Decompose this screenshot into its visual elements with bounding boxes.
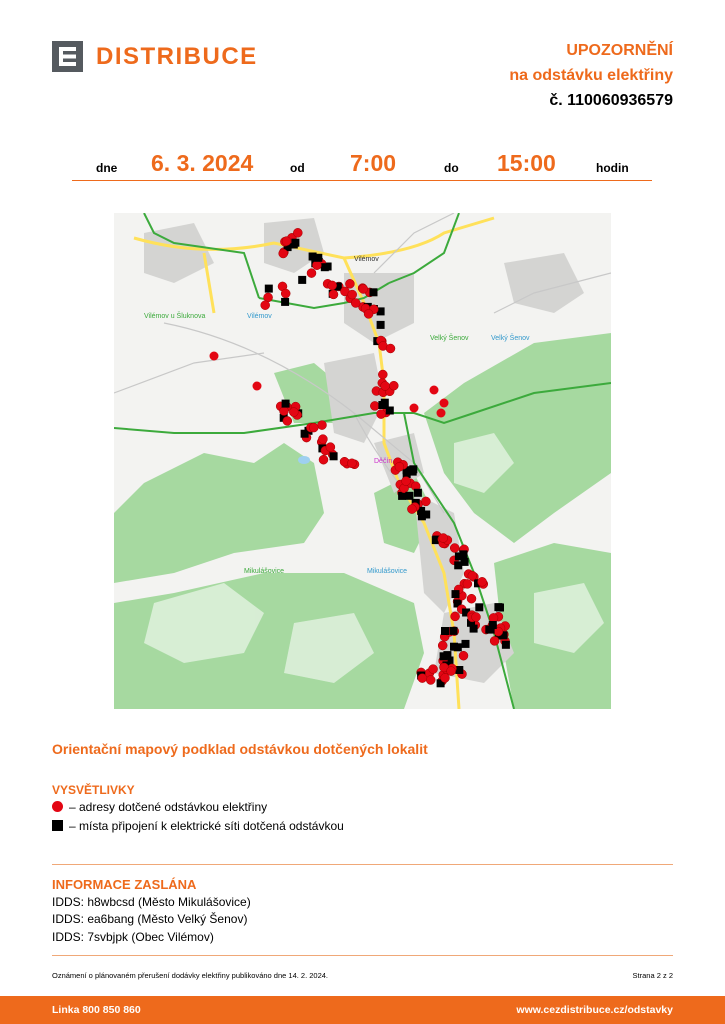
address-point-marker xyxy=(345,279,354,288)
connection-point-marker xyxy=(309,253,317,261)
address-point-marker xyxy=(430,386,439,395)
connection-point-marker xyxy=(281,298,289,306)
notice-subtitle: na odstávku elektřiny xyxy=(509,67,673,84)
address-point-marker xyxy=(347,459,356,468)
connection-point-marker xyxy=(378,401,386,409)
legend-heading: VYSVĚTLIVKY xyxy=(52,783,135,797)
address-point-marker xyxy=(410,404,419,413)
connection-point-marker xyxy=(370,288,378,296)
address-point-marker xyxy=(440,399,449,408)
address-point-marker xyxy=(348,290,357,299)
connection-point-marker xyxy=(502,641,510,649)
address-point-marker xyxy=(319,455,328,464)
connection-point-marker xyxy=(282,400,290,408)
address-point-marker xyxy=(307,269,316,278)
address-point-marker xyxy=(463,579,472,588)
red-dot-icon xyxy=(52,801,63,812)
address-point-marker xyxy=(289,408,298,417)
address-point-marker xyxy=(381,382,390,391)
address-point-marker xyxy=(459,651,468,660)
address-point-marker xyxy=(326,443,335,452)
address-point-marker xyxy=(395,462,404,471)
address-point-marker xyxy=(407,505,416,514)
address-point-marker xyxy=(318,435,327,444)
connection-point-marker xyxy=(440,652,448,660)
address-point-marker xyxy=(402,477,411,486)
connection-point-marker xyxy=(291,239,299,247)
connection-point-marker xyxy=(494,603,502,611)
address-point-marker xyxy=(426,676,435,685)
address-point-marker xyxy=(418,674,427,683)
address-point-marker xyxy=(210,352,219,361)
day-label: dne xyxy=(96,161,118,175)
address-point-marker xyxy=(439,534,448,543)
address-point-marker xyxy=(386,344,395,353)
connection-point-marker xyxy=(265,285,273,293)
map-label-vilemov-small: Vilémov xyxy=(354,256,379,263)
legend-connections-text: – místa připojení k elektrické síti dotčená odstávkou xyxy=(69,819,344,833)
address-point-marker xyxy=(472,613,481,622)
address-point-marker xyxy=(389,381,398,390)
page-number: Strana 2 z 2 xyxy=(632,971,673,980)
unit-label: hodin xyxy=(596,161,629,175)
address-point-marker xyxy=(359,285,368,294)
connection-point-marker xyxy=(418,512,426,520)
address-point-marker xyxy=(451,612,460,621)
notice-number: č. 110060936579 xyxy=(549,92,673,109)
connection-point-marker xyxy=(454,643,462,651)
outage-map xyxy=(114,213,611,709)
map-label-decin: Děčín xyxy=(374,458,393,465)
map-label-vilemov: Vilémov xyxy=(247,313,272,320)
address-point-marker xyxy=(437,409,446,418)
map-label-mikulasovice-blue: Mikulášovice xyxy=(367,568,408,575)
connection-point-marker xyxy=(462,640,470,648)
connection-point-marker xyxy=(461,558,469,566)
publication-note: Oznámení o plánovaném přerušení dodávky elektřiny publikováno dne 14. 2. 2024. xyxy=(52,971,329,980)
address-point-marker xyxy=(280,407,289,416)
connection-point-marker xyxy=(301,430,309,438)
address-point-marker xyxy=(468,571,477,580)
address-point-marker xyxy=(282,237,291,246)
address-point-marker xyxy=(377,410,386,419)
connection-point-marker xyxy=(489,621,497,629)
address-point-marker xyxy=(447,667,456,676)
address-point-marker xyxy=(364,309,373,318)
connection-point-marker xyxy=(377,321,385,329)
map-label-mikulasovice-green: Mikulášovice xyxy=(244,568,285,575)
address-point-marker xyxy=(281,289,290,298)
address-point-marker xyxy=(370,401,379,410)
address-point-marker xyxy=(421,497,430,506)
connection-point-marker xyxy=(321,263,329,271)
legend-addresses xyxy=(52,800,267,814)
notice-header xyxy=(509,38,673,113)
connection-point-marker xyxy=(330,452,338,460)
schedule-row xyxy=(72,150,652,181)
address-point-marker xyxy=(478,577,487,586)
map-label-velky-senov-green: Velký Šenov xyxy=(430,335,469,342)
address-point-marker xyxy=(253,382,262,391)
connection-point-marker xyxy=(450,627,458,635)
address-point-marker xyxy=(318,421,327,430)
address-point-marker xyxy=(261,301,270,310)
brand-name: DISTRIBUCE xyxy=(96,43,258,70)
address-point-marker xyxy=(429,665,438,674)
info-line: IDDS: ea6bang (Město Velký Šenov) xyxy=(52,912,248,926)
divider xyxy=(52,955,673,956)
connection-point-marker xyxy=(452,590,460,598)
info-line: IDDS: h8wbcsd (Město Mikulášovice) xyxy=(52,895,251,909)
from-time: 7:00 xyxy=(350,150,397,176)
connection-point-marker xyxy=(470,625,478,633)
info-line: IDDS: 7svbjpk (Obec Vilémov) xyxy=(52,930,214,944)
connection-point-marker xyxy=(386,407,394,415)
map-canvas xyxy=(114,213,611,709)
cez-logo-icon xyxy=(52,41,83,72)
address-point-marker xyxy=(312,261,321,270)
connection-point-marker xyxy=(475,603,483,611)
map-label-vilemov-u-sluknova: Vilémov u Šluknova xyxy=(144,313,206,320)
hotline: Linka 800 850 860 xyxy=(52,1004,141,1016)
address-point-marker xyxy=(378,370,387,379)
address-point-marker xyxy=(467,594,476,603)
connection-point-marker xyxy=(405,492,413,500)
outage-date: 6. 3. 2024 xyxy=(151,150,254,176)
from-label: od xyxy=(290,161,305,175)
connection-point-marker xyxy=(460,550,468,558)
legend-addresses-text: – adresy dotčené odstávkou elektřiny xyxy=(69,800,268,814)
address-point-marker xyxy=(329,290,338,299)
address-point-marker xyxy=(490,636,499,645)
connection-point-marker xyxy=(298,276,306,284)
to-label: do xyxy=(444,161,459,175)
info-heading: INFORMACE ZASLÁNA xyxy=(52,877,197,892)
connection-point-marker xyxy=(398,492,406,500)
address-point-marker xyxy=(438,641,447,650)
map-label-velky-senov-blue: Velký Šenov xyxy=(491,335,530,342)
website-link[interactable]: www.cezdistribuce.cz/odstavky xyxy=(516,1004,673,1016)
notice-title: UPOZORNĚNÍ xyxy=(566,42,673,59)
divider xyxy=(52,864,673,865)
legend-connections xyxy=(52,819,344,833)
black-square-icon xyxy=(52,820,63,831)
connection-point-marker xyxy=(441,627,449,635)
address-point-marker xyxy=(309,423,318,432)
address-point-marker xyxy=(450,544,459,553)
address-point-marker xyxy=(293,228,302,237)
address-point-marker xyxy=(351,299,360,308)
footer-bar xyxy=(0,996,725,1024)
address-point-marker xyxy=(279,249,288,258)
address-point-marker xyxy=(328,281,337,290)
to-time: 15:00 xyxy=(497,150,556,176)
map-caption: Orientační mapový podklad odstávkou dotčených lokalit xyxy=(52,741,428,757)
address-point-marker xyxy=(283,416,292,425)
connection-point-marker xyxy=(414,489,422,497)
